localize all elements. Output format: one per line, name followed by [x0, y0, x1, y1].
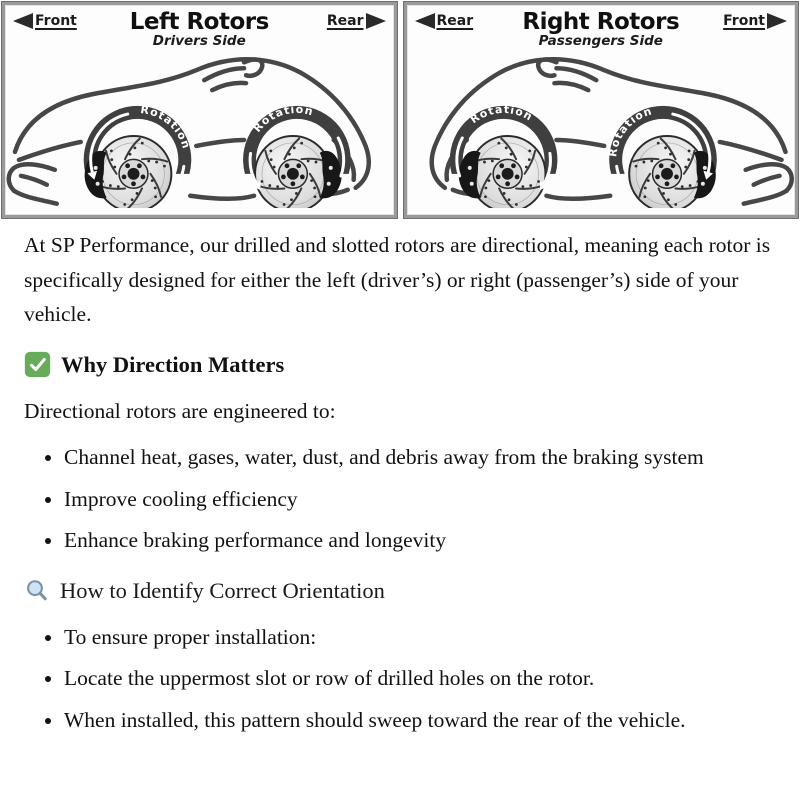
front-direction-indicator [723, 13, 787, 29]
rotor-direction-diagram [0, 0, 800, 218]
front-label: Front [35, 13, 77, 29]
section-heading-why-direction-matters [24, 350, 774, 380]
rear-direction-indicator [415, 13, 523, 29]
arrow-right-icon [767, 13, 787, 29]
list-item: • Improve cooling efficiency [64, 482, 774, 517]
rotation-label-rear-left: Rotation [250, 103, 316, 136]
arrow-left-icon [13, 13, 33, 29]
front-direction-indicator [13, 13, 130, 29]
check-mark-icon [24, 351, 51, 378]
engineered-to-lead: Directional rotors are engineered to: [24, 398, 336, 423]
rotation-label-front-left: Rotation [139, 103, 194, 152]
front-label: Front [723, 13, 765, 29]
rear-label: Rear [436, 13, 474, 29]
right-rotors-panel [404, 2, 799, 218]
list-item: • Locate the uppermost slot or row of drilled holes on the rotor. [64, 661, 774, 696]
benefits-list [24, 440, 774, 558]
list-item: • When installed, this pattern should sweep toward the rear of the vehicle. [64, 703, 774, 738]
right-panel-titles [522, 10, 679, 48]
left-rotors-panel [2, 2, 397, 218]
heading-text: Why Direction Matters [61, 351, 285, 377]
panel-subtitle: Passengers Side [538, 33, 663, 50]
list-item: • Channel heat, gases, water, dust, and debris away from the braking system [64, 440, 774, 475]
magnifying-glass-icon [24, 578, 50, 604]
rotation-label-rear-right: Rotation [467, 103, 535, 127]
installation-list [24, 620, 774, 738]
right-panel-header [407, 5, 796, 48]
arrow-right-icon [366, 13, 386, 29]
list-item: • Enhance braking performance and longevity [64, 523, 774, 558]
panel-title: Right Rotors [522, 9, 680, 35]
rear-direction-indicator [327, 13, 386, 29]
panel-title: Left Rotors [129, 9, 269, 35]
left-panel-titles [130, 10, 269, 48]
section-heading-identify-orientation [24, 576, 774, 606]
intro-paragraph: At SP Performance, our drilled and slotted rotors are directional, meaning each rotor is specifically designed for either the left (driver’s) or right (passenger’s) side of your vehicle. [24, 233, 771, 326]
rotation-label-front-right: Rotation [605, 104, 654, 159]
list-item: • To ensure proper installation: [64, 620, 774, 655]
panel-subtitle: Drivers Side [152, 33, 246, 50]
right-car-illustration [407, 48, 796, 208]
arrow-left-icon [415, 13, 435, 29]
article-content [0, 218, 800, 737]
left-car-illustration [5, 48, 394, 208]
rear-label: Rear [326, 13, 364, 29]
left-panel-header [5, 5, 394, 48]
heading-text: How to Identify Correct Orientation [60, 577, 385, 603]
